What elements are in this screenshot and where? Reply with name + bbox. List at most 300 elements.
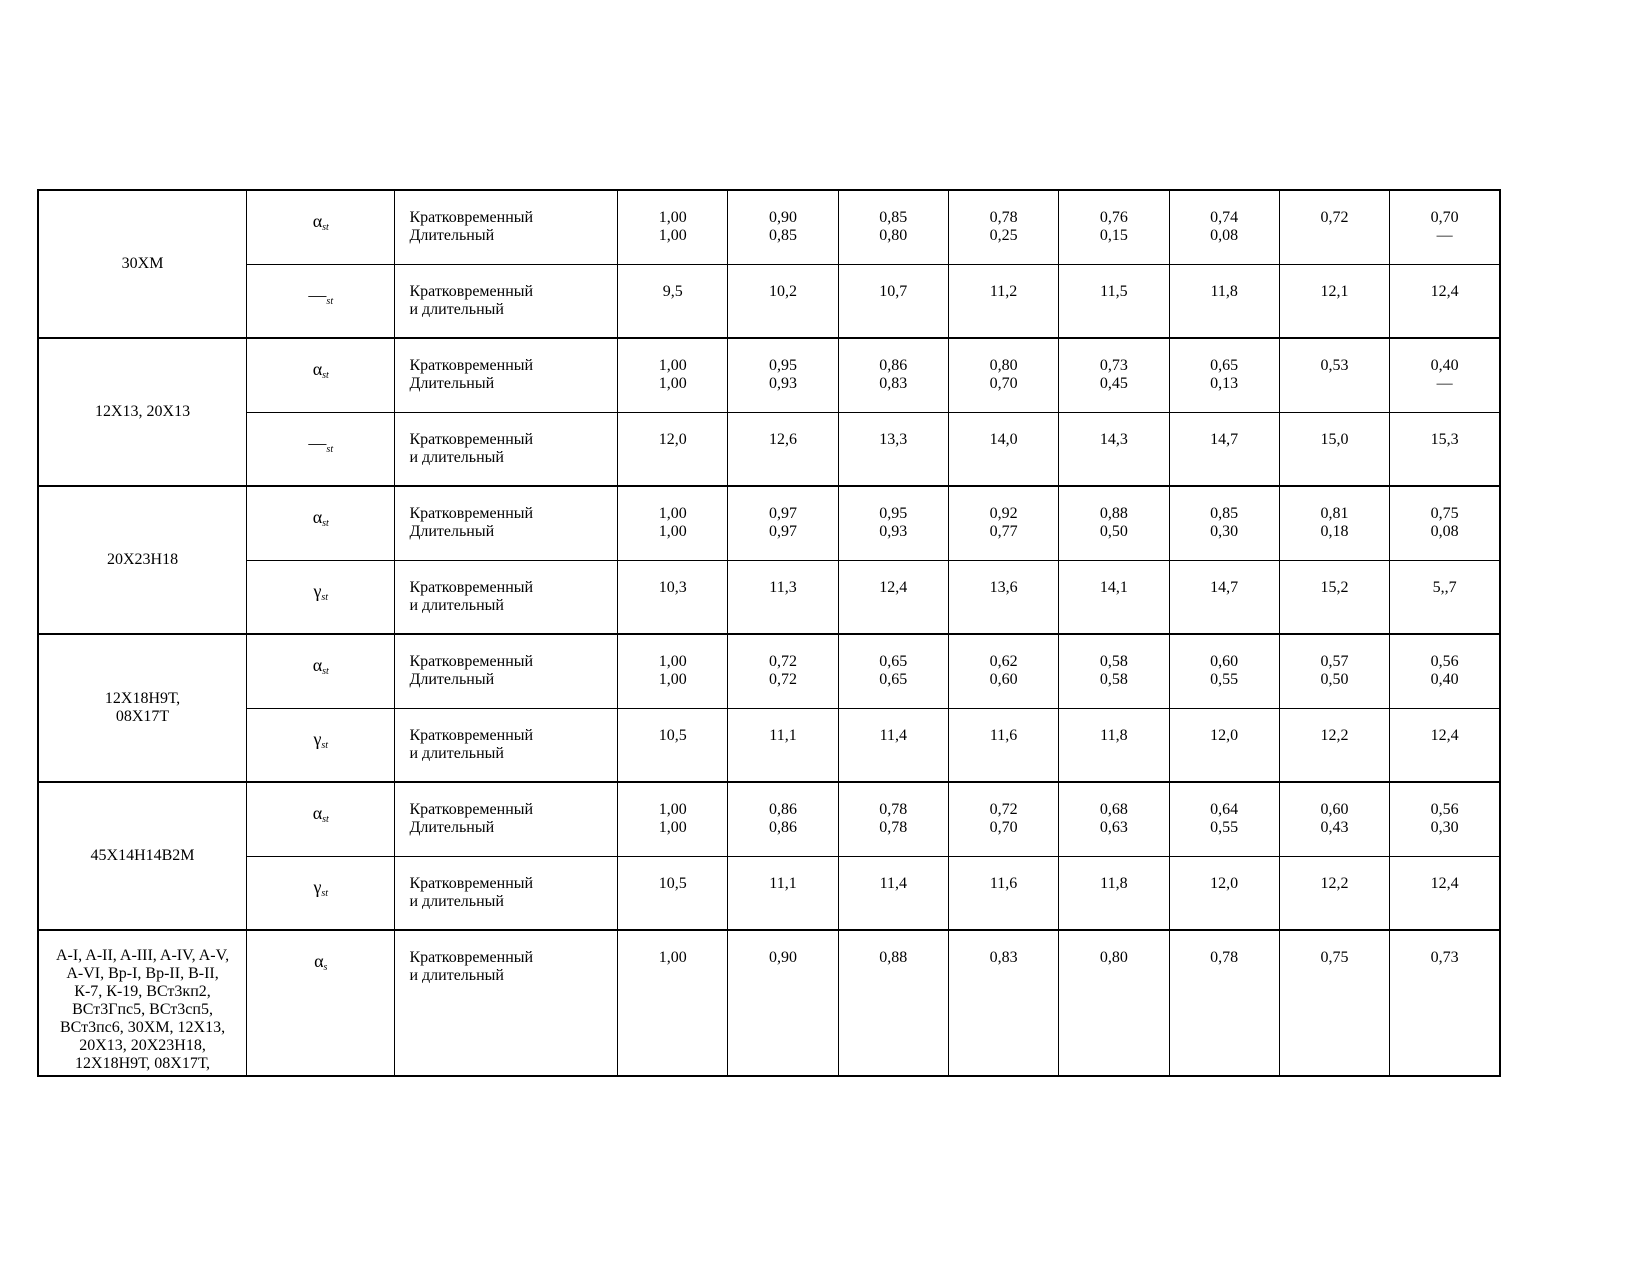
table-row: [38, 190, 1500, 264]
value-cell: [1390, 486, 1500, 560]
value-cell: [618, 190, 728, 264]
value-text: 10,5: [658, 726, 687, 744]
value-cell: [1279, 708, 1389, 782]
value-text: 0,76: [1099, 209, 1128, 226]
value-cell: [838, 190, 948, 264]
value-text: 11,3: [769, 578, 797, 596]
value-text: 0,75: [1430, 505, 1459, 522]
value-cell: [1390, 412, 1500, 486]
value-text: 13,3: [879, 430, 908, 448]
value-text: 9,5: [662, 282, 683, 300]
load-mode-line: Кратковременный: [409, 430, 534, 448]
value-text: 0,30: [1210, 523, 1239, 540]
coefficient-subscript: st: [326, 443, 334, 455]
value-cell: [1169, 412, 1279, 486]
coefficient-symbol: α: [314, 951, 324, 971]
table-row: [38, 338, 1500, 412]
value-text: 0,80: [989, 357, 1018, 374]
value-text: 1,00: [658, 523, 687, 540]
coefficient-symbol-cell: [247, 560, 395, 634]
value-cell: [1390, 782, 1500, 856]
coefficient-symbol-cell: [247, 338, 395, 412]
load-mode-line: и длительный: [409, 744, 504, 762]
load-mode-line: Длительный: [409, 227, 495, 244]
value-text: 0,56: [1430, 653, 1459, 670]
table-row: [38, 264, 1500, 338]
value-cell: [618, 486, 728, 560]
load-mode-line: Кратковременный: [409, 357, 534, 374]
value-text: 0,85: [768, 227, 797, 244]
value-text: 12,0: [658, 430, 687, 448]
load-mode-line: Кратковременный: [409, 578, 534, 596]
value-text: 0,77: [989, 523, 1018, 540]
material-line: К-7, К-19, ВСт3кп2,: [74, 983, 211, 1000]
value-cell: [618, 634, 728, 708]
value-text: 1,00: [658, 357, 687, 374]
value-cell: [948, 190, 1058, 264]
value-cell: [728, 412, 838, 486]
coefficient-symbol: γ: [313, 580, 322, 601]
coefficient-symbol: γ: [313, 876, 322, 897]
value-text: 1,00: [658, 653, 687, 670]
value-text: 10,7: [879, 282, 908, 300]
value-cell: [728, 560, 838, 634]
value-text: 11,6: [989, 726, 1018, 744]
value-cell: [948, 264, 1058, 338]
coefficient-subscript: st: [322, 370, 329, 381]
load-mode-cell: [395, 782, 618, 856]
value-text: 11,4: [879, 726, 907, 744]
value-text: 0,86: [768, 801, 797, 818]
value-cell: [1279, 338, 1389, 412]
value-text: 0,90: [768, 949, 797, 966]
material-line: 20Х13, 20Х23Н18,: [79, 1037, 206, 1054]
value-text: 0,78: [879, 801, 908, 818]
load-mode-line: и длительный: [409, 300, 504, 318]
value-text: 0,80: [1099, 949, 1128, 966]
value-text: 12,4: [1430, 282, 1459, 300]
value-text: 11,8: [1210, 282, 1238, 300]
value-cell: [838, 930, 948, 1076]
load-mode-cell: [395, 486, 618, 560]
table-row: [38, 856, 1500, 930]
value-text: 11,6: [989, 874, 1018, 892]
coefficient-symbol: α: [312, 507, 323, 527]
value-text: 14,7: [1210, 578, 1239, 596]
load-mode-cell: [395, 634, 618, 708]
value-cell: [1279, 634, 1389, 708]
value-text: 15,0: [1320, 430, 1349, 448]
value-text: 0,63: [1099, 819, 1128, 836]
value-cell: [1059, 190, 1169, 264]
value-text: 0,83: [989, 949, 1018, 966]
material-line: A-I, A-II, A-III, A-IV, A-V,: [55, 947, 230, 964]
load-mode-cell: [395, 856, 618, 930]
value-text: 0,73: [1430, 949, 1459, 966]
coefficient-symbol-cell: [247, 190, 395, 264]
value-text: 1,00: [658, 671, 687, 688]
value-text: 0,70: [1430, 209, 1459, 226]
table-row: [38, 560, 1500, 634]
value-text: 12,2: [1320, 726, 1349, 744]
table-row: [38, 412, 1500, 486]
value-text: 0,50: [1320, 671, 1349, 688]
value-cell: [1059, 264, 1169, 338]
material-cell: [38, 486, 247, 634]
value-text: 5,,7: [1432, 578, 1457, 596]
coefficient-subscript: st: [322, 814, 329, 825]
load-mode-cell: [395, 560, 618, 634]
load-mode-line: Кратковременный: [409, 282, 534, 300]
value-text: 1,00: [658, 949, 687, 966]
value-text: 12,2: [1320, 874, 1349, 892]
load-mode-cell: [395, 190, 618, 264]
material-line: ВСт3пс6, 30ХМ, 12Х13,: [59, 1019, 226, 1036]
coefficient-symbol-cell: [247, 486, 395, 560]
coefficient-symbol-cell: [247, 930, 395, 1076]
value-text: 11,1: [769, 726, 797, 744]
value-text: 11,8: [1100, 726, 1128, 744]
material-line: 20Х23Н18: [106, 551, 179, 568]
value-cell: [1169, 782, 1279, 856]
value-text: —: [1436, 227, 1453, 244]
material-line: 12Х13, 20Х13: [94, 403, 191, 420]
value-text: 13,6: [989, 578, 1018, 596]
value-cell: [1390, 930, 1500, 1076]
value-cell: [1279, 560, 1389, 634]
value-text: 0,13: [1210, 375, 1239, 392]
value-cell: [1279, 856, 1389, 930]
material-line: 45Х14Н14В2М: [90, 847, 195, 864]
value-cell: [1059, 560, 1169, 634]
value-cell: [1059, 486, 1169, 560]
value-text: 12,4: [1430, 874, 1459, 892]
value-text: 0,88: [1099, 505, 1128, 522]
table-body: [38, 190, 1500, 1076]
value-cell: [838, 856, 948, 930]
material-cell: [38, 190, 247, 338]
value-cell: [728, 486, 838, 560]
value-cell: [838, 486, 948, 560]
material-cell: [38, 634, 247, 782]
coefficient-symbol-cell: [247, 782, 395, 856]
value-text: 1,00: [658, 505, 687, 522]
value-text: 0,81: [1320, 505, 1349, 522]
value-text: 15,3: [1430, 430, 1459, 448]
value-text: 14,1: [1099, 578, 1128, 596]
value-cell: [838, 412, 948, 486]
value-text: 0,58: [1099, 653, 1128, 670]
value-text: 0,74: [1210, 209, 1239, 226]
value-cell: [838, 708, 948, 782]
load-mode-line: Кратковременный: [409, 209, 534, 226]
coefficient-symbol-cell: [247, 412, 395, 486]
value-text: 1,00: [658, 375, 687, 392]
load-mode-line: Кратковременный: [409, 653, 534, 670]
value-text: 15,2: [1320, 578, 1349, 596]
load-mode-cell: [395, 264, 618, 338]
value-cell: [728, 782, 838, 856]
value-cell: [1390, 856, 1500, 930]
material-cell: [38, 782, 247, 930]
value-text: 0,40: [1430, 357, 1459, 374]
table-row: [38, 708, 1500, 782]
value-text: 0,78: [1210, 949, 1239, 966]
coefficient-symbol: α: [312, 655, 323, 675]
value-text: [1280, 227, 1389, 245]
value-text: 0,58: [1099, 671, 1128, 688]
value-cell: [1279, 412, 1389, 486]
value-cell: [728, 856, 838, 930]
value-cell: [1390, 560, 1500, 634]
value-cell: [1169, 486, 1279, 560]
coefficient-subscript: st: [322, 222, 329, 233]
coefficient-symbol-cell: [247, 708, 395, 782]
value-text: 12,1: [1320, 282, 1349, 300]
value-text: 0,60: [1210, 653, 1239, 670]
value-cell: [948, 708, 1058, 782]
value-cell: [1059, 634, 1169, 708]
value-cell: [1169, 930, 1279, 1076]
value-cell: [838, 338, 948, 412]
value-text: 0,65: [879, 671, 908, 688]
value-text: 0,25: [989, 227, 1018, 244]
value-text: 0,86: [768, 819, 797, 836]
value-cell: [1169, 634, 1279, 708]
value-cell: [618, 708, 728, 782]
value-text: 0,78: [989, 209, 1018, 226]
value-text: 1,00: [658, 819, 687, 836]
value-text: 10,3: [658, 578, 687, 596]
value-cell: [1279, 486, 1389, 560]
value-text: 0,93: [879, 523, 908, 540]
value-cell: [948, 856, 1058, 930]
value-cell: [1390, 634, 1500, 708]
value-text: 11,5: [1100, 282, 1128, 300]
value-text: 11,8: [1100, 874, 1128, 892]
value-cell: [728, 264, 838, 338]
value-text: 0,45: [1099, 375, 1128, 392]
value-text: 0,70: [989, 375, 1018, 392]
load-mode-line: Кратковременный: [409, 726, 534, 744]
value-cell: [1390, 338, 1500, 412]
coefficient-subscript: st: [326, 295, 334, 307]
value-text: 0,60: [989, 671, 1018, 688]
value-text: 0,18: [1320, 523, 1349, 540]
value-cell: [948, 634, 1058, 708]
value-text: 0,86: [879, 357, 908, 374]
steel-coefficients-table: [37, 189, 1501, 1077]
coefficient-symbol: —: [308, 432, 327, 453]
value-text: 1,00: [658, 209, 687, 226]
value-cell: [1169, 190, 1279, 264]
value-text: 0,80: [879, 227, 908, 244]
value-cell: [728, 338, 838, 412]
value-cell: [728, 708, 838, 782]
value-text: 12,6: [768, 430, 797, 448]
value-text: 12,0: [1210, 874, 1239, 892]
value-text: 11,4: [879, 874, 907, 892]
value-cell: [1279, 264, 1389, 338]
value-cell: [1169, 338, 1279, 412]
value-cell: [728, 634, 838, 708]
value-cell: [1390, 708, 1500, 782]
value-text: 0,92: [989, 505, 1018, 522]
coefficient-symbol: α: [312, 803, 323, 823]
load-mode-line: и длительный: [409, 892, 504, 910]
material-line: 12Х18Н9Т, 08Х17Т,: [75, 1055, 211, 1072]
value-text: 0,72: [1320, 209, 1349, 226]
load-mode-line: Длительный: [409, 819, 495, 836]
value-text: 0,57: [1320, 653, 1349, 670]
coefficient-symbol: γ: [313, 728, 322, 749]
coefficient-subscript: st: [321, 739, 329, 751]
value-text: 0,68: [1099, 801, 1128, 818]
value-cell: [838, 634, 948, 708]
value-text: 0,40: [1430, 671, 1459, 688]
value-text: 0,30: [1430, 819, 1459, 836]
coefficient-symbol-cell: [247, 634, 395, 708]
material-line: 12Х18Н9Т,: [104, 690, 181, 707]
value-cell: [728, 930, 838, 1076]
value-text: 14,0: [989, 430, 1018, 448]
value-text: 0,97: [768, 505, 797, 522]
value-text: 0,85: [1210, 505, 1239, 522]
value-text: [1280, 375, 1389, 393]
load-mode-line: и длительный: [409, 967, 504, 984]
material-line: A-VI, Вр-I, Вр-II, В-II,: [66, 965, 219, 982]
value-text: 0,70: [989, 819, 1018, 836]
value-cell: [618, 782, 728, 856]
value-text: 0,75: [1320, 949, 1349, 966]
load-mode-line: Длительный: [409, 523, 495, 540]
load-mode-line: Кратковременный: [409, 874, 534, 892]
value-text: 0,56: [1430, 801, 1459, 818]
load-mode-line: и длительный: [409, 596, 504, 614]
coefficient-subscript: s: [323, 962, 328, 973]
value-text: 0,65: [879, 653, 908, 670]
value-text: 0,93: [768, 375, 797, 392]
value-cell: [948, 338, 1058, 412]
value-cell: [838, 264, 948, 338]
value-cell: [1059, 782, 1169, 856]
value-cell: [1169, 708, 1279, 782]
value-cell: [728, 190, 838, 264]
value-text: 10,2: [768, 282, 797, 300]
value-cell: [1059, 708, 1169, 782]
value-cell: [948, 560, 1058, 634]
value-text: 0,43: [1320, 819, 1349, 836]
coefficient-symbol: α: [312, 211, 323, 231]
value-text: 1,00: [658, 801, 687, 818]
value-text: 0,55: [1210, 819, 1239, 836]
value-cell: [838, 782, 948, 856]
value-cell: [1169, 856, 1279, 930]
value-text: 0,85: [879, 209, 908, 226]
value-cell: [618, 560, 728, 634]
value-text: 0,83: [879, 375, 908, 392]
material-line: ВСт3Гпс5, ВСт3сп5,: [72, 1001, 213, 1018]
load-mode-cell: [395, 708, 618, 782]
value-text: 0,88: [879, 949, 908, 966]
value-text: 12,4: [1430, 726, 1459, 744]
value-cell: [1169, 264, 1279, 338]
value-text: 0,78: [879, 819, 908, 836]
value-cell: [618, 856, 728, 930]
value-text: 12,4: [879, 578, 908, 596]
value-cell: [1059, 930, 1169, 1076]
material-line: 08Х17Т: [115, 708, 170, 725]
value-text: 0,95: [879, 505, 908, 522]
coefficient-subscript: st: [322, 666, 329, 677]
value-text: 14,3: [1099, 430, 1128, 448]
value-cell: [618, 338, 728, 412]
value-text: 0,50: [1099, 523, 1128, 540]
coefficient-subscript: st: [321, 887, 329, 899]
coefficient-symbol: α: [312, 359, 323, 379]
load-mode-line: и длительный: [409, 448, 504, 466]
value-cell: [948, 930, 1058, 1076]
value-text: 0,55: [1210, 671, 1239, 688]
load-mode-line: Длительный: [409, 671, 495, 688]
value-text: 11,1: [769, 874, 797, 892]
value-cell: [1390, 190, 1500, 264]
value-cell: [1279, 782, 1389, 856]
load-mode-cell: [395, 930, 618, 1076]
value-text: 10,5: [658, 874, 687, 892]
value-text: 0,73: [1099, 357, 1128, 374]
value-text: 0,62: [989, 653, 1018, 670]
load-mode-line: Длительный: [409, 375, 495, 392]
value-text: —: [1436, 375, 1453, 392]
table-row: [38, 782, 1500, 856]
load-mode-line: Кратковременный: [409, 801, 534, 818]
value-cell: [1169, 560, 1279, 634]
value-cell: [948, 782, 1058, 856]
value-text: 12,0: [1210, 726, 1239, 744]
value-text: 0,64: [1210, 801, 1239, 818]
load-mode-cell: [395, 338, 618, 412]
value-cell: [1059, 338, 1169, 412]
material-cell: [38, 338, 247, 486]
value-cell: [618, 930, 728, 1076]
value-cell: [618, 264, 728, 338]
value-cell: [838, 560, 948, 634]
table-row: [38, 634, 1500, 708]
value-text: 0,08: [1430, 523, 1459, 540]
load-mode-cell: [395, 412, 618, 486]
table-row: [38, 930, 1500, 1076]
coefficient-subscript: st: [322, 518, 329, 529]
coefficient-symbol: —: [308, 284, 327, 305]
value-text: 11,2: [989, 282, 1018, 300]
coefficient-symbol-cell: [247, 264, 395, 338]
value-text: 1,00: [658, 227, 687, 244]
value-cell: [1279, 190, 1389, 264]
value-cell: [948, 412, 1058, 486]
value-cell: [1390, 264, 1500, 338]
load-mode-line: Кратковременный: [409, 949, 534, 966]
value-cell: [1059, 856, 1169, 930]
value-text: 0,72: [989, 801, 1018, 818]
coefficient-symbol-cell: [247, 856, 395, 930]
value-cell: [1059, 412, 1169, 486]
value-cell: [1279, 930, 1389, 1076]
value-text: 0,97: [768, 523, 797, 540]
material-line: 30ХМ: [121, 255, 164, 272]
value-text: 0,90: [768, 209, 797, 226]
value-text: 0,15: [1099, 227, 1128, 244]
